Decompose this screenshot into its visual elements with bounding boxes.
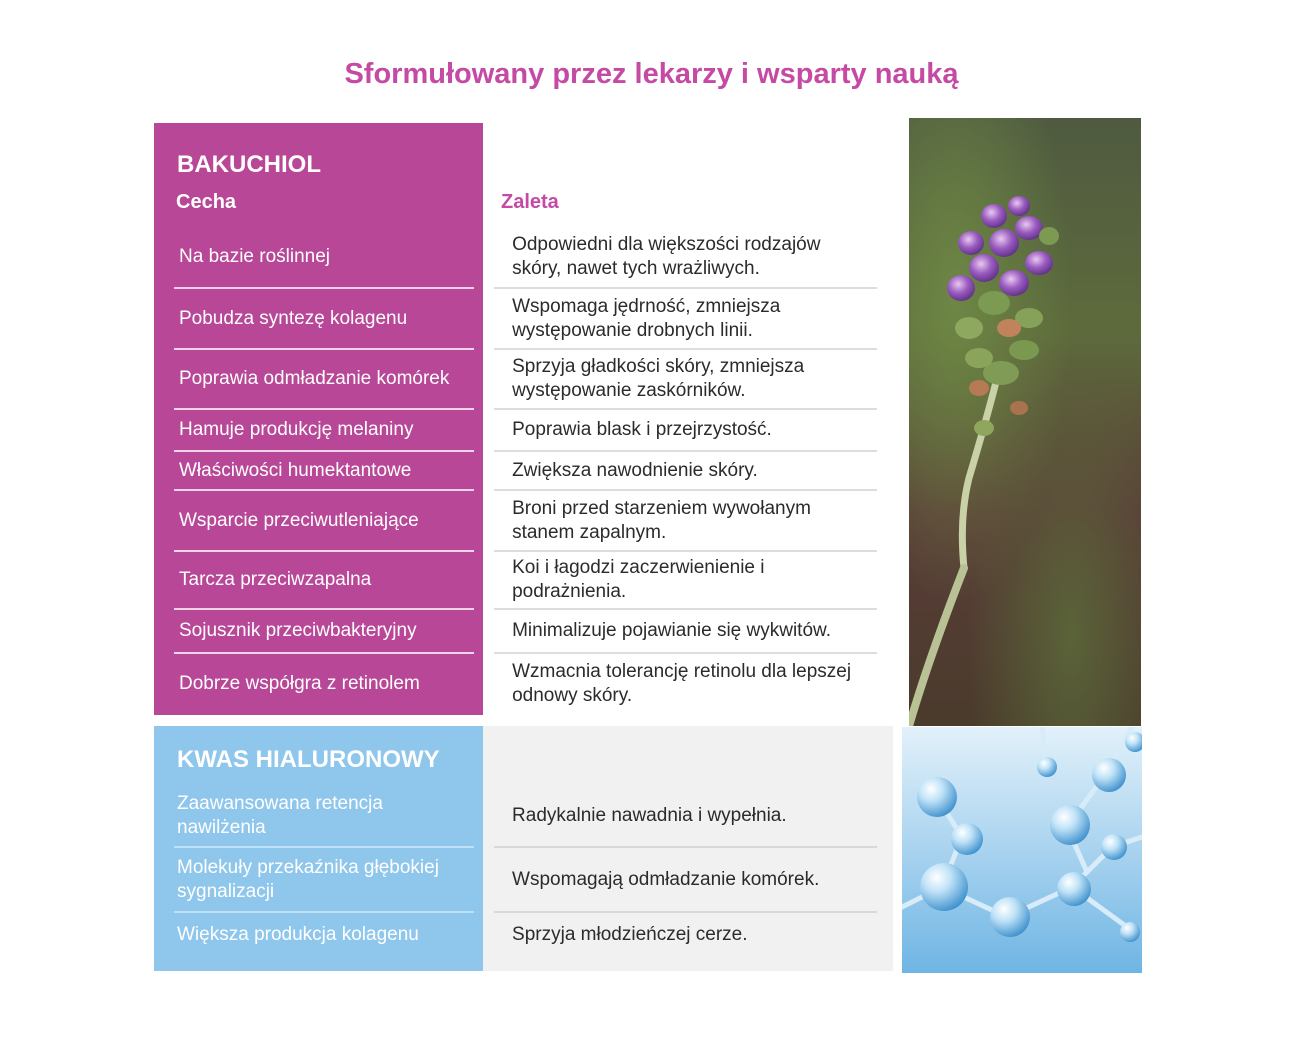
table-row bbox=[154, 287, 877, 348]
feature-cell: Zaawansowana retencja nawilżenia bbox=[177, 793, 383, 838]
benefit-cell: Koi i łagodzi zaczerwienienie i podrażnienia. bbox=[494, 550, 877, 608]
benefit-cell: Poprawia blask i przejrzystość. bbox=[494, 408, 877, 450]
benefit-cell: Wzmacnia tolerancję retinolu dla lepszej odnowy skóry. bbox=[494, 652, 877, 714]
table-row bbox=[154, 846, 877, 911]
benefit-cell: Sprzyja gładkości skóry, zmniejsza występowanie zaskórników. bbox=[494, 348, 877, 408]
hyaluronic-table bbox=[154, 786, 877, 957]
bakuchiol-plant-image bbox=[909, 118, 1141, 726]
table-row bbox=[154, 489, 877, 550]
bakuchiol-title: BAKUCHIOL bbox=[177, 151, 321, 178]
feature-column-header: Cecha bbox=[176, 191, 237, 213]
benefit-cell: Wspomagają odmładzanie komórek. bbox=[494, 846, 877, 911]
hyaluronic-molecule-image bbox=[902, 727, 1142, 973]
benefit-cell: Odpowiedni dla większości rodzajów skóry, nawet tych wrażliwych. bbox=[512, 233, 821, 279]
bakuchiol-table bbox=[154, 226, 877, 714]
table-row bbox=[154, 911, 877, 957]
table-row bbox=[154, 550, 877, 608]
feature-cell: Poprawia odmładzanie komórek bbox=[174, 348, 474, 408]
benefit-cell: Wspomaga jędrność, zmniejsza występowanie drobnych linii. bbox=[494, 287, 877, 348]
feature-cell: Wsparcie przeciwutleniające bbox=[174, 489, 474, 550]
table-row bbox=[154, 652, 877, 714]
feature-cell: Pobudza syntezę kolagenu bbox=[174, 287, 474, 348]
feature-cell: Hamuje produkcję melaniny bbox=[174, 408, 474, 450]
feature-cell: Większa produkcja kolagenu bbox=[174, 911, 474, 957]
feature-cell: Tarcza przeciwzapalna bbox=[174, 550, 474, 608]
table-row bbox=[154, 226, 877, 287]
table-row bbox=[154, 348, 877, 408]
feature-cell: Dobrze współgra z retinolem bbox=[174, 652, 474, 714]
benefit-cell: Broni przed starzeniem wywołanym stanem zapalnym. bbox=[494, 489, 877, 550]
benefit-cell: Minimalizuje pojawianie się wykwitów. bbox=[494, 608, 877, 652]
benefit-cell: Zwiększa nawodnienie skóry. bbox=[494, 450, 877, 489]
page-title: Sformułowany przez lekarzy i wsparty nauką bbox=[344, 58, 959, 90]
table-row bbox=[154, 608, 877, 652]
feature-cell: Właściwości humektantowe bbox=[174, 450, 474, 489]
feature-cell: Sojusznik przeciwbakteryjny bbox=[174, 608, 474, 652]
benefit-cell: Sprzyja młodzieńczej cerze. bbox=[494, 911, 877, 957]
feature-cell: Molekuły przekaźnika głębokiej sygnalizacji bbox=[174, 846, 474, 911]
benefit-column-header: Zaleta bbox=[501, 191, 559, 213]
table-row bbox=[154, 450, 877, 489]
table-row bbox=[154, 786, 877, 846]
feature-cell: Na bazie roślinnej bbox=[179, 245, 331, 267]
hyaluronic-title: KWAS HIALURONOWY bbox=[177, 746, 440, 773]
benefit-cell: Radykalnie nawadnia i wypełnia. bbox=[512, 805, 787, 826]
table-row bbox=[154, 408, 877, 450]
